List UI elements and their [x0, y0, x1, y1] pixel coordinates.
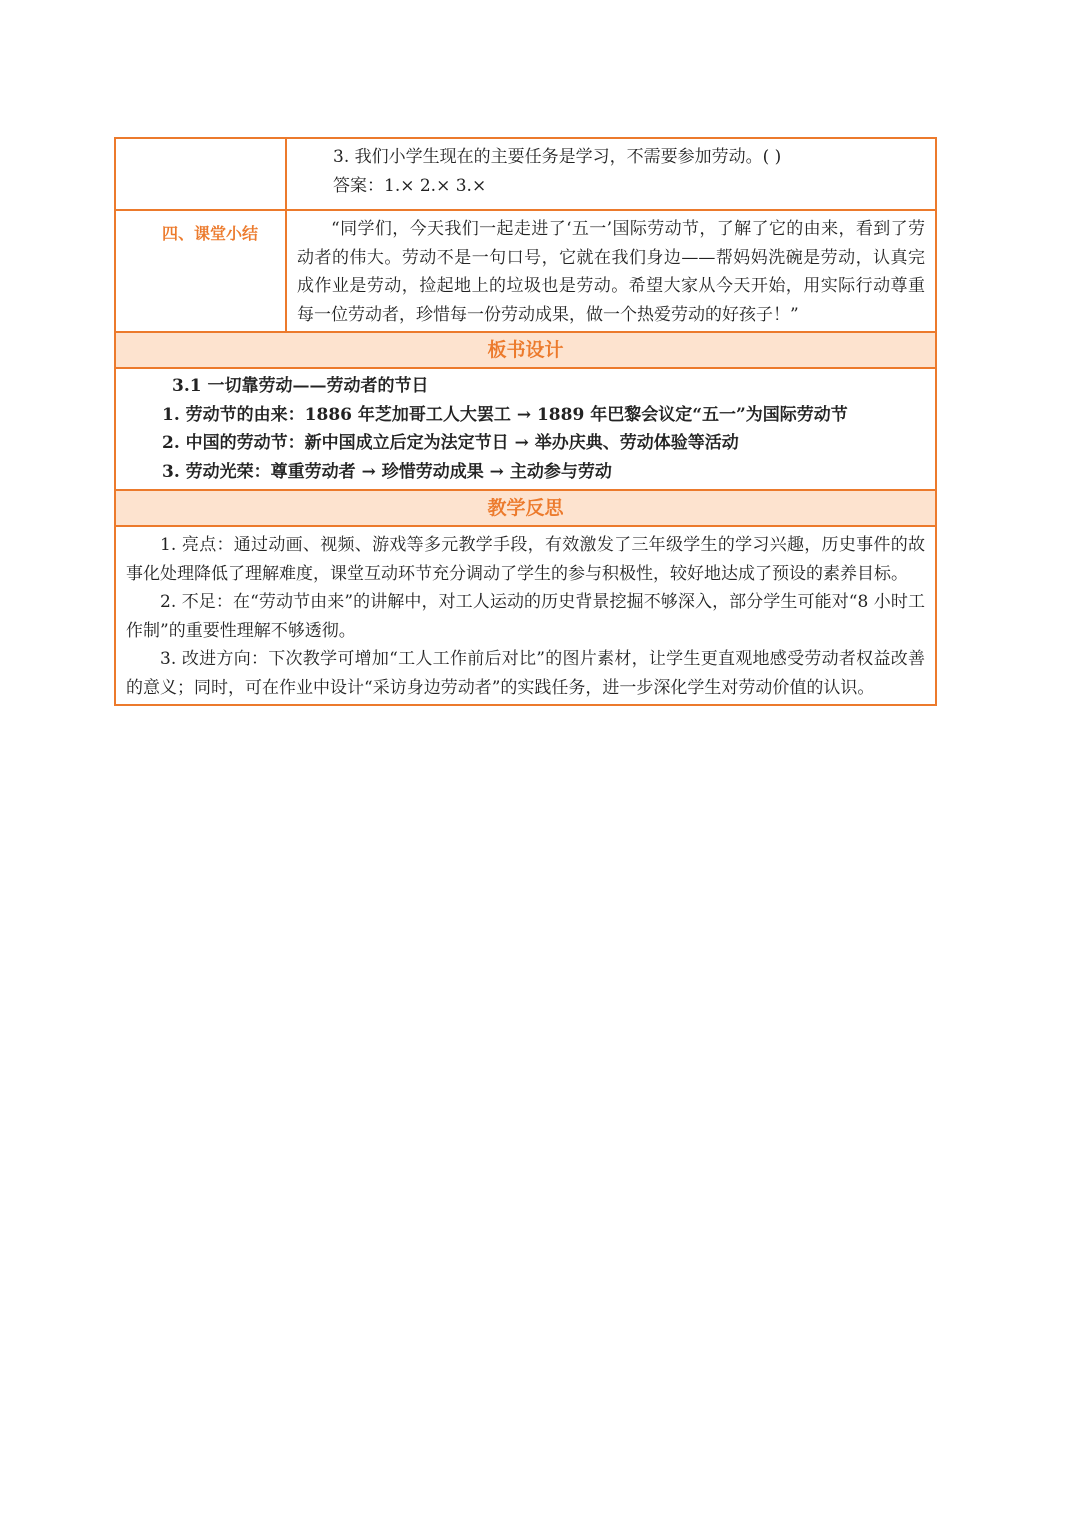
teaching-reflection-header: 教学反思: [115, 490, 936, 526]
board-design-content: [115, 368, 936, 490]
board-title: 3.1 一切靠劳动——劳动者的节日: [172, 376, 429, 396]
board-header-row: [115, 332, 936, 368]
reflection-paragraph: 2. 不足：在“劳动节由来”的讲解中，对工人运动的历史背景挖掘不够深入，部分学生可能对“8 小时工作制”的重要性理解不够透彻。: [126, 592, 925, 641]
reflection-paragraph: 1. 亮点：通过动画、视频、游戏等多元教学手段，有效激发了三年级学生的学习兴趣，历史事件的故事化处理降低了理解难度，课堂互动环节充分调动了学生的参与积极性，较好地达成了预设的素养目标。: [126, 535, 925, 584]
exercise-row: [115, 138, 936, 210]
board-design-header: 板书设计: [115, 332, 936, 368]
board-line: 3. 劳动光荣：尊重劳动者 → 珍惜劳动成果 → 主动参与劳动: [162, 461, 612, 482]
board-line: 1. 劳动节的由来：1886 年芝加哥工人大罢工 → 1889 年巴黎会议定“五一”为国际劳动节: [162, 404, 848, 425]
summary-text: “同学们，今天我们一起走进了‘五一’国际劳动节，了解了它的由来，看到了劳动者的伟大。劳动不是一句口号，它就在我们身边——帮妈妈洗碗是劳动，认真完成作业是劳动，捡起地上的垃圾也是劳动。希望大家从今天开始，用实际行动尊重每一位劳动者，珍惜每一份劳动成果，做一个热爱劳动的好孩子！”: [297, 219, 925, 325]
board-line: 2. 中国的劳动节：新中国成立后定为法定节日 → 举办庆典、劳动体验等活动: [162, 433, 739, 453]
teaching-reflection-content: [115, 526, 936, 705]
reflection-header-row: [115, 490, 936, 526]
exercise-question-3: 3. 我们小学生现在的主要任务是学习，不需要参加劳动。( ): [333, 147, 782, 167]
reflection-paragraph: 3. 改进方向：下次教学可增加“工人工作前后对比”的图片素材，让学生更直观地感受劳动者权益改善的意义；同时，可在作业中设计“采访身边劳动者”的实践任务，进一步深化学生对劳动价值的认识。: [126, 649, 925, 698]
exercise-content-cell: [286, 138, 936, 210]
summary-content-cell: [286, 210, 936, 332]
exercise-label-cell: [115, 138, 286, 210]
summary-label: 四、课堂小结: [115, 210, 286, 332]
summary-row: [115, 210, 936, 332]
board-content-row: [115, 368, 936, 490]
reflection-content-row: [115, 526, 936, 705]
lesson-plan-table: [114, 137, 937, 706]
exercise-answer: 答案：1.× 2.× 3.×: [333, 175, 487, 196]
